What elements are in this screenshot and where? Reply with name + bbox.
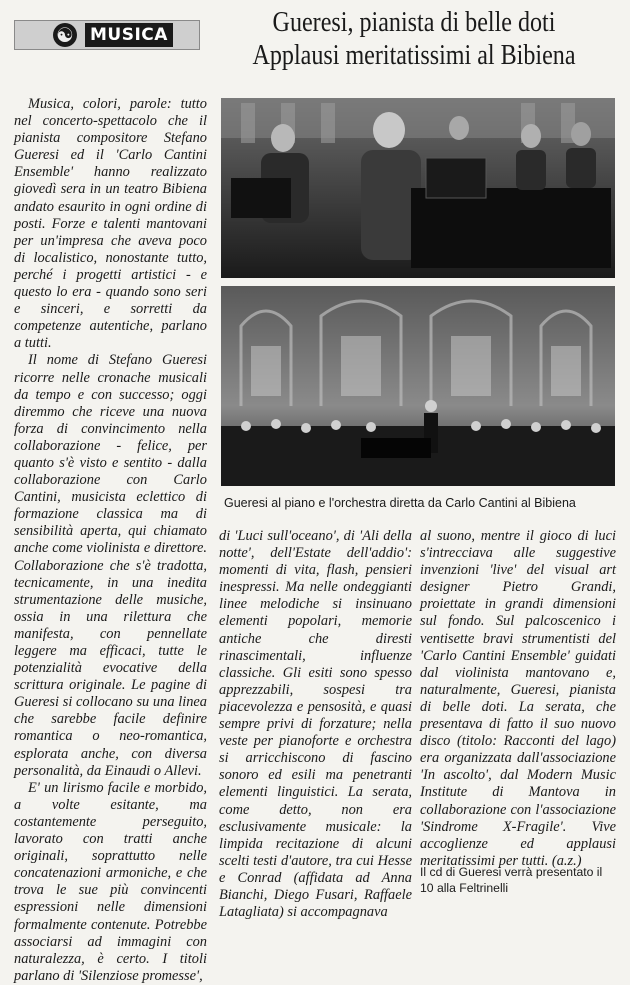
headline: [240, 6, 587, 72]
photo-pianist-with-orchestra: [221, 98, 615, 278]
article-column-1: [14, 96, 207, 984]
headline-line-2: Applausi meritatissimi al Bibiena: [252, 40, 576, 71]
footnote: Il cd di Gueresi verrà presentato il 10 alla Feltrinelli: [420, 865, 603, 895]
section-header: [14, 20, 200, 50]
photo-orchestra-stage: [221, 286, 615, 486]
article-paragraph: al suono, mentre il gioco di luci s'intrecciava alle suggestive invenzioni 'live' del visual art designer Pietro Grandi, proiettate in grandi dimensioni sul fondo. Sul palcoscenico i ventisette bravi strumentisti del 'Carlo Cantini Ensemble' guidati dal violinista mantovano e, naturalmente, Gueresi, pianista di belle doti. La serata, che presentava di fatto il suo nuovo disco (titolo: Racconti del lago) era organizzata dall'associazione 'In ascolto', dal Modern Music Institute di Mantova in collaborazione con l'associazione 'Sindrome X-Fragile'. Vive accoglienze ed applausi meritatissimi per tutti. (a.z.): [420, 528, 616, 869]
article-paragraph: di 'Luci sull'oceano', di 'Ali della notte', dell'Estate dell'addio': momenti di vita, flash, pensieri inespressi. Ma nelle ondeggianti linee melodiche si insinuano elementi popolari, memorie antiche che diresti rinascimentali, influenze classiche. Gli esiti sono spesso apprezzabili, sospesi tra piacevolezza e pensosità, e quasi sempre privi di forzature; nella veste per pianoforte e orchestra si arricchiscono di fascino sonoro ed esili ma penetranti elementi linguistici. La serata, come detto, non era esclusivamente musicale: la limpida recitazione di alcuni scelti testi d'autore, tra cui Hesse e Conrad (affidata ad Anna Bianchi, Diego Fusari, Raffaele Latagliata) si accompagnava: [219, 528, 412, 921]
article-column-3: [420, 528, 616, 869]
yin-yang-icon: ☯: [53, 23, 77, 47]
section-label: MUSICA: [85, 23, 173, 47]
article-paragraph: Il nome di Stefano Gueresi ricorre nelle cronache musicali da tempo e con successo; oggi diremmo che riceve una nuova forza di convincimento nella collaborazione - felice, per quanto s'è visto e sentito - dalla collaborazione con Carlo Cantini, musicista eclettico di formazione classica ma di sensibilità aperta, qui chiamato anche come violinista e direttore. Collaborazione che s'è tradotta, tecnicamente, in una inedita strumentazione delle musiche, ossia in una rilettura che manifesta, con pennellate leggere ma efficaci, tutte le potenzialità evocative della scrittura originale. Le pagine di Gueresi si collocano su una linea che sarebbe facile definire romantica o neo-romantica, esplorata anche, con diversa personalità, da Einaudi o Allevi.: [14, 352, 207, 779]
article-paragraph: E' un lirismo facile e morbido, a volte esitante, ma costantemente perseguito, lavorato con tratti anche originali, soprattutto nelle concatenazioni armoniche, e che trova le sue più convincenti espressioni nelle dimensioni formalmente contenute. Potrebbe associarsi ad immagini con naturalezza, è certo. I titoli parlano di 'Silenziose promesse',: [14, 779, 207, 984]
article-paragraph: Musica, colori, parole: tutto nel concerto-spettacolo che il pianista compositore Stefano Gueresi ed il 'Carlo Cantini Ensemble' hanno realizzato giovedì sera in un teatro Bibiena andato esaurito in ogni ordine di posti. Forze e talenti mantovani per un'impresa che aveva poco di localistico, nonostante tutto, perché i progetti artistici - e questo lo era - quando sono seri e sinceri, e sorretti da competenze autentiche, parlano a tutti.: [14, 96, 207, 352]
article-column-2: [219, 528, 412, 921]
photo-caption: Gueresi al piano e l'orchestra diretta da Carlo Cantini al Bibiena: [224, 496, 576, 510]
headline-line-1: Gueresi, pianista di belle doti: [272, 7, 556, 38]
